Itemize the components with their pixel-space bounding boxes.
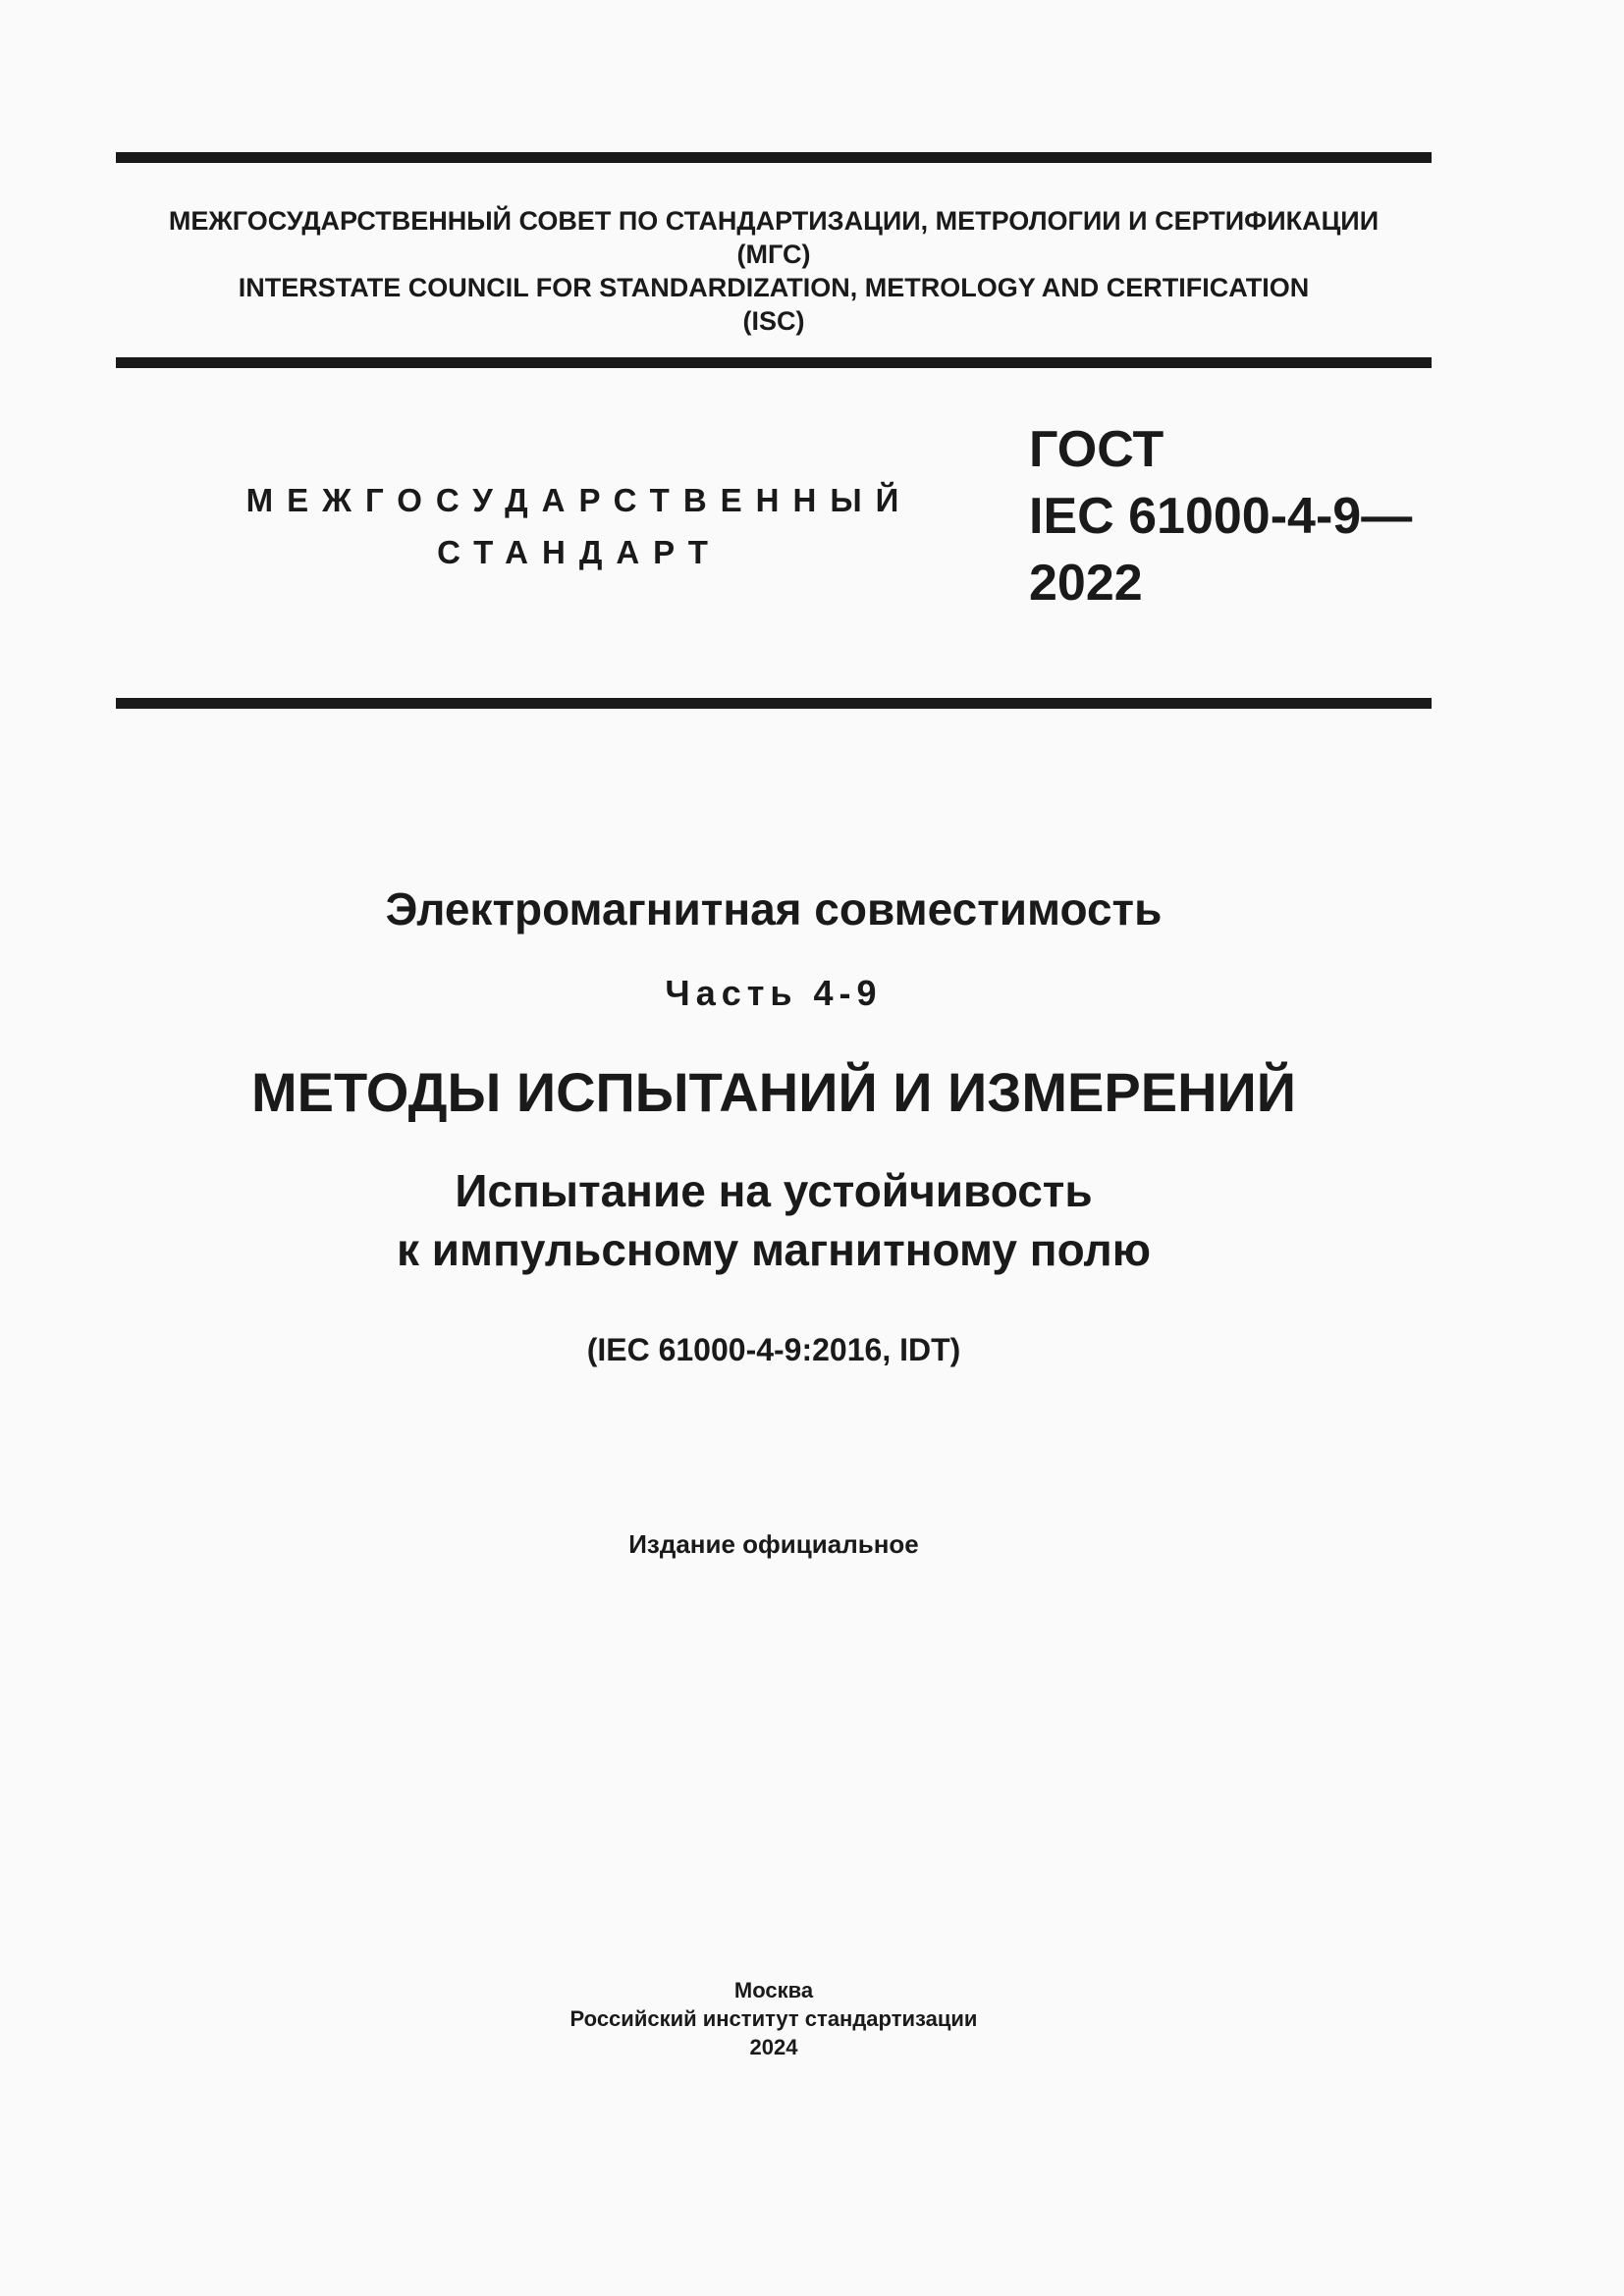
header-bottom-rule	[116, 698, 1432, 709]
publisher-name: Российский институт стандартизации	[569, 2006, 978, 2031]
council-abbr-ru: (МГС)	[736, 240, 811, 269]
publisher-block	[116, 1976, 1432, 2061]
council-header	[116, 204, 1432, 338]
reference-standard: (IEC 61000-4-9:2016, IDT)	[586, 1332, 961, 1367]
designation-line3: 2022	[1029, 555, 1143, 612]
subtitle-line2: к импульсному магнитному полю	[396, 1224, 1152, 1275]
designation-line2: IEC 61000-4-9—	[1029, 488, 1413, 545]
council-name-en: INTERSTATE COUNCIL FOR STANDARDIZATION, METROLOGY AND CERTIFICATION	[238, 273, 1310, 302]
standard-designation	[1029, 416, 1412, 616]
council-name-ru: МЕЖГОСУДАРСТВЕННЫЙ СОВЕТ ПО СТАНДАРТИЗАЦИИ, МЕТРОЛОГИИ И СЕРТИФИКАЦИИ	[168, 206, 1380, 236]
top-rule	[116, 152, 1432, 163]
document-section: МЕТОДЫ ИСПЫТАНИЙ И ИЗМЕРЕНИЙ	[250, 1061, 1297, 1123]
document-title: Электромагнитная совместимость	[385, 883, 1163, 934]
document-subtitle	[116, 1161, 1432, 1279]
council-abbr-en: (ISC)	[742, 306, 805, 336]
edition-label: Издание официальное	[628, 1529, 919, 1559]
publisher-year: 2024	[749, 2035, 798, 2059]
publisher-city: Москва	[733, 1978, 814, 2002]
standard-type-line1: МЕЖГОСУДАРСТВЕННЫЙ	[245, 482, 913, 518]
designation-line1: ГОСТ	[1029, 421, 1164, 478]
document-part: Часть 4-9	[665, 973, 883, 1013]
standard-type-line2: СТАНДАРТ	[437, 534, 722, 570]
council-bottom-rule	[116, 357, 1432, 368]
subtitle-line1: Испытание на устойчивость	[455, 1165, 1093, 1216]
standard-type-label	[187, 474, 972, 578]
